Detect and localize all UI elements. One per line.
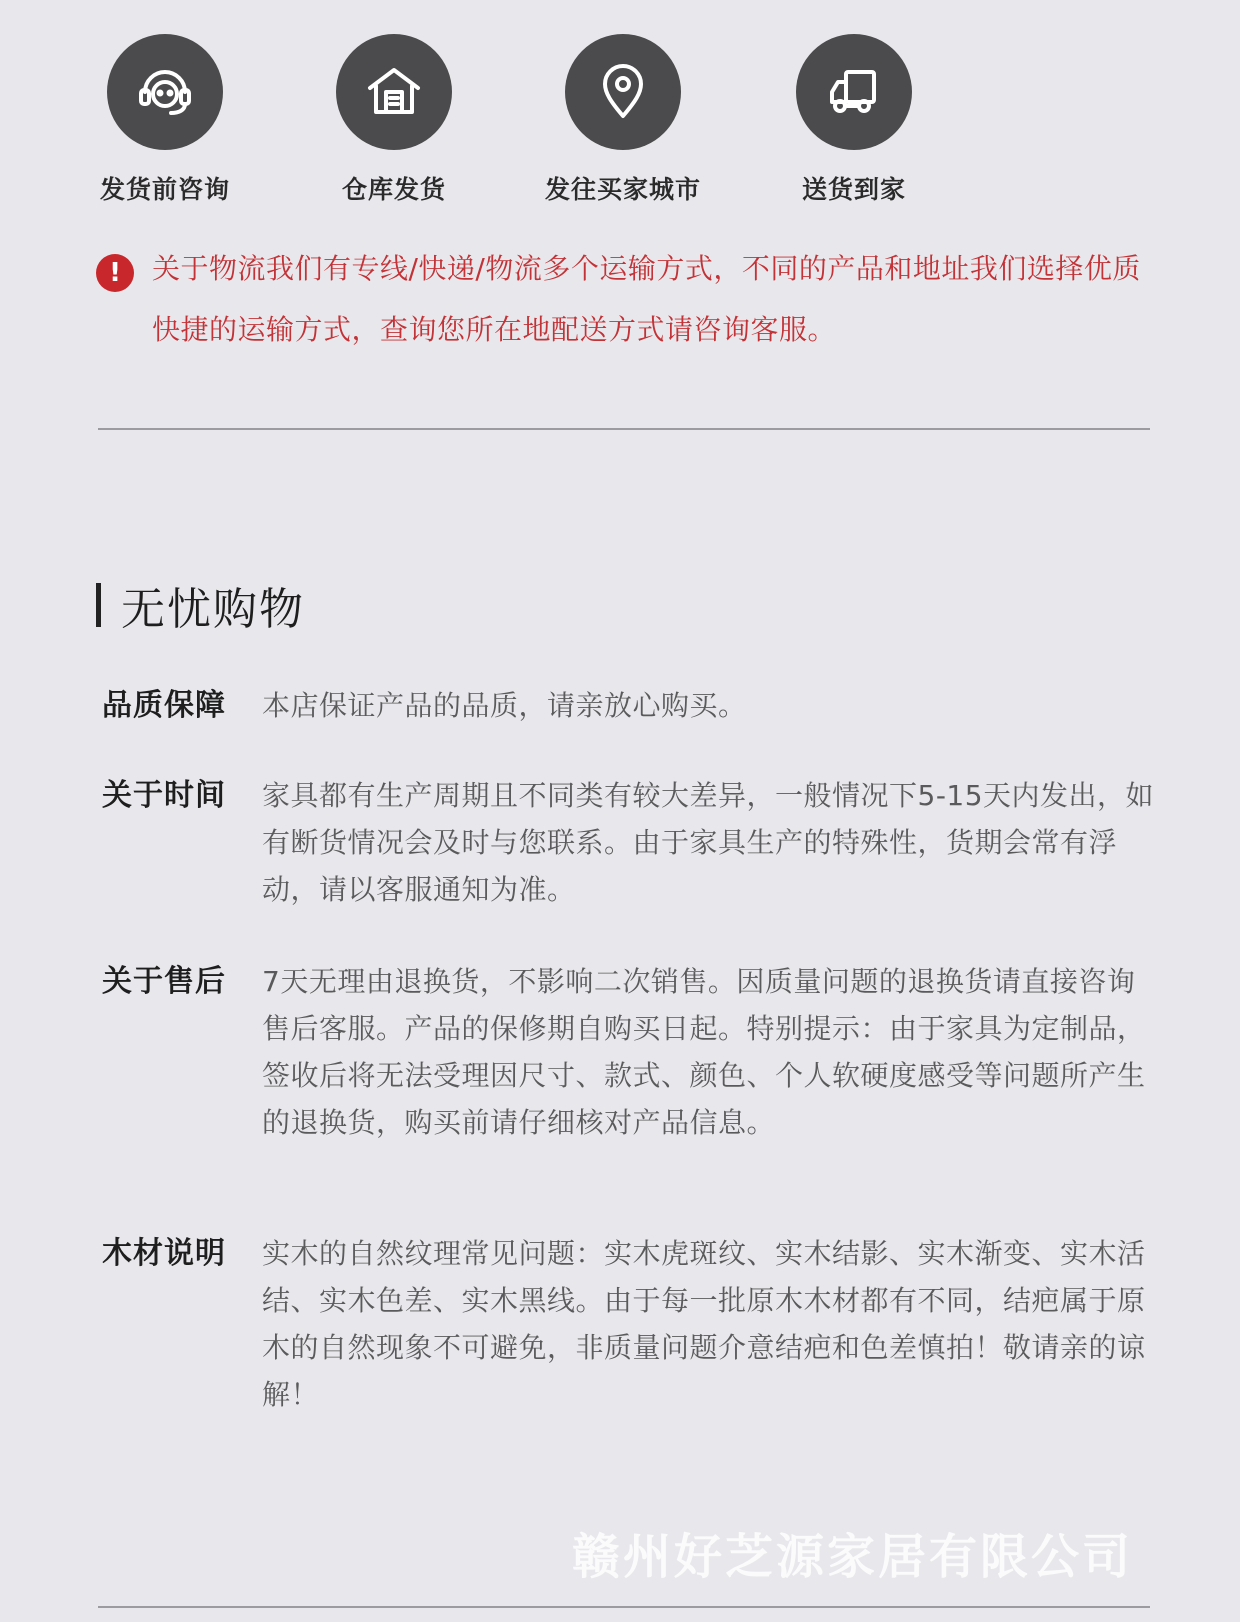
notice-text: 关于物流我们有专线/快递/物流多个运输方式，不同的产品和地址我们选择优质快捷的运输方式，查询您所在地配送方式请咨询客服。 xyxy=(152,252,1141,346)
divider xyxy=(98,1606,1150,1608)
exclamation-icon: ! xyxy=(96,254,134,292)
info-text: 家具都有生产周期且不同类有较大差异，一般情况下5-15天内发出，如有断货情况会及时与您联系。由于家具生产的特殊性，货期会常有浮动，请以客服通知为准。 xyxy=(262,779,1155,906)
info-item-wood xyxy=(102,1230,1162,1418)
service-label: 送货到家 xyxy=(801,175,906,204)
service-item-warehouse xyxy=(274,34,514,206)
info-label: 品质保障 xyxy=(102,688,226,723)
truck-icon xyxy=(796,34,912,150)
service-item-city xyxy=(503,34,743,206)
info-item-quality xyxy=(102,682,1162,729)
service-label: 仓库发货 xyxy=(341,175,446,204)
info-item-after-sales xyxy=(102,958,1162,1146)
info-label: 关于时间 xyxy=(102,778,226,813)
service-item-consult xyxy=(45,34,285,206)
section-title xyxy=(96,580,305,635)
info-text: 实木的自然纹理常见问题：实木虎斑纹、实木结影、实木渐变、实木活结、实木色差、实木黑线。由于每一批原木木材都有不同，结疤属于原木的自然现象不可避免，非质量问题介意结疤和色差慎拍！敬请亲的谅解！ xyxy=(262,1237,1146,1411)
info-item-time xyxy=(102,772,1162,913)
info-label: 关于售后 xyxy=(102,964,226,999)
info-label: 木材说明 xyxy=(102,1236,226,1271)
info-text: 本店保证产品的品质，请亲放心购买。 xyxy=(262,689,747,722)
headset-icon xyxy=(107,34,223,150)
section-title-text: 无忧购物 xyxy=(121,584,305,635)
location-pin-icon xyxy=(565,34,681,150)
service-icon-row xyxy=(0,0,1240,210)
info-text: 7天无理由退换货，不影响二次销售。因质量问题的退换货请直接咨询售后客服。产品的保修期自购买日起。特别提示：由于家具为定制品，签收后将无法受理因尺寸、款式、颜色、个人软硬度感受等问题所产生的退换货，购买前请仔细核对产品信息。 xyxy=(262,965,1146,1139)
section-title-bar xyxy=(96,583,101,627)
warehouse-icon xyxy=(336,34,452,150)
service-item-delivery xyxy=(734,34,974,206)
divider xyxy=(98,428,1150,430)
company-watermark: 赣州好芝源家居有限公司 xyxy=(572,1529,1134,1585)
shipping-notice xyxy=(96,250,1156,360)
service-label: 发往买家城市 xyxy=(544,175,701,204)
service-label: 发货前咨询 xyxy=(99,175,230,204)
